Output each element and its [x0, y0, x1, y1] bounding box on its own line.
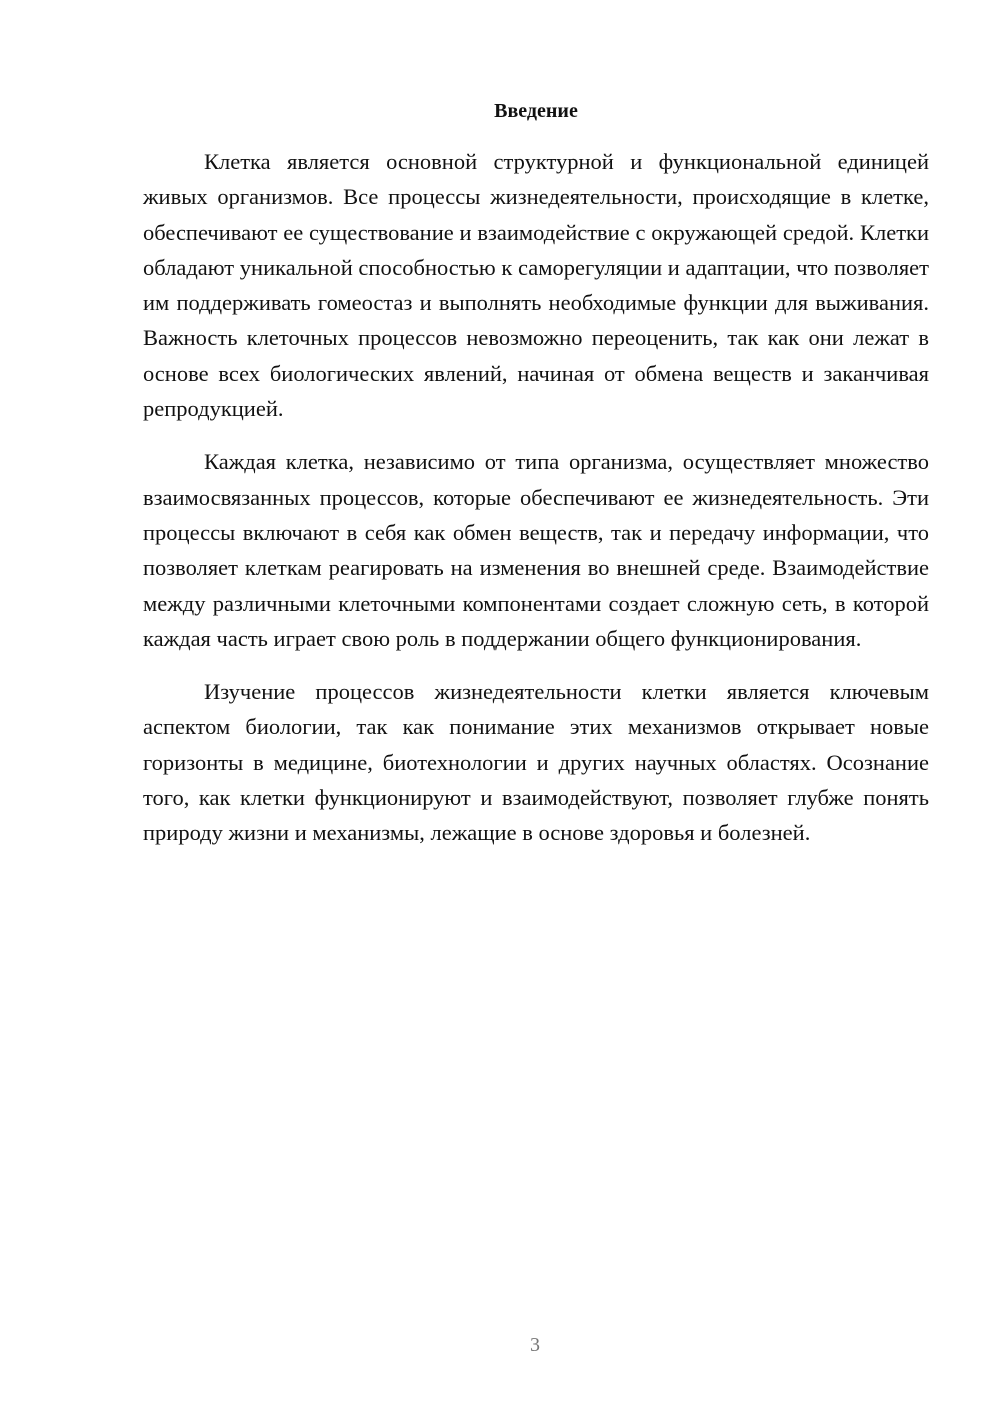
- paragraph-2: Каждая клетка, независимо от типа организма, осуществляет множество взаимосвязанных процессов, которые обеспечивают ее жизнедеятельность. Эти процессы включают в себя как обмен веществ, так и передачу информации, что позволяет клеткам реагировать на изменения во внешней среде. Взаимодействие между различными клеточными компонентами создает сложную сеть, в которой каждая часть играет свою роль в поддержании общего функционирования.: [143, 449, 929, 651]
- section-heading: Введение: [494, 100, 578, 122]
- page-number: 3: [530, 1334, 540, 1356]
- paragraph-1: Клетка является основной структурной и функциональной единицей живых организмов. Все процессы жизнедеятельности, происходящие в клетке, обеспечивают ее существование и взаимодействие с окружающей средой. Клетки обладают уникальной способностью к саморегуляции и адаптации, что позволяет им поддерживать гомеостаз и выполнять необходимые функции для выживания. Важность клеточных процессов невозможно переоценить, так как они лежат в основе всех биологических явлений, начиная от обмена веществ и заканчивая репродукцией.: [143, 149, 929, 422]
- page-content: [143, 96, 929, 869]
- paragraph-3: Изучение процессов жизнедеятельности клетки является ключевым аспектом биологии, так как понимание этих механизмов открывает новые горизонты в медицине, биотехнологии и других научных областях. Осознание того, как клетки функционируют и взаимодействуют, позволяет глубже понять природу жизни и механизмы, лежащие в основе здоровья и болезней.: [143, 679, 929, 846]
